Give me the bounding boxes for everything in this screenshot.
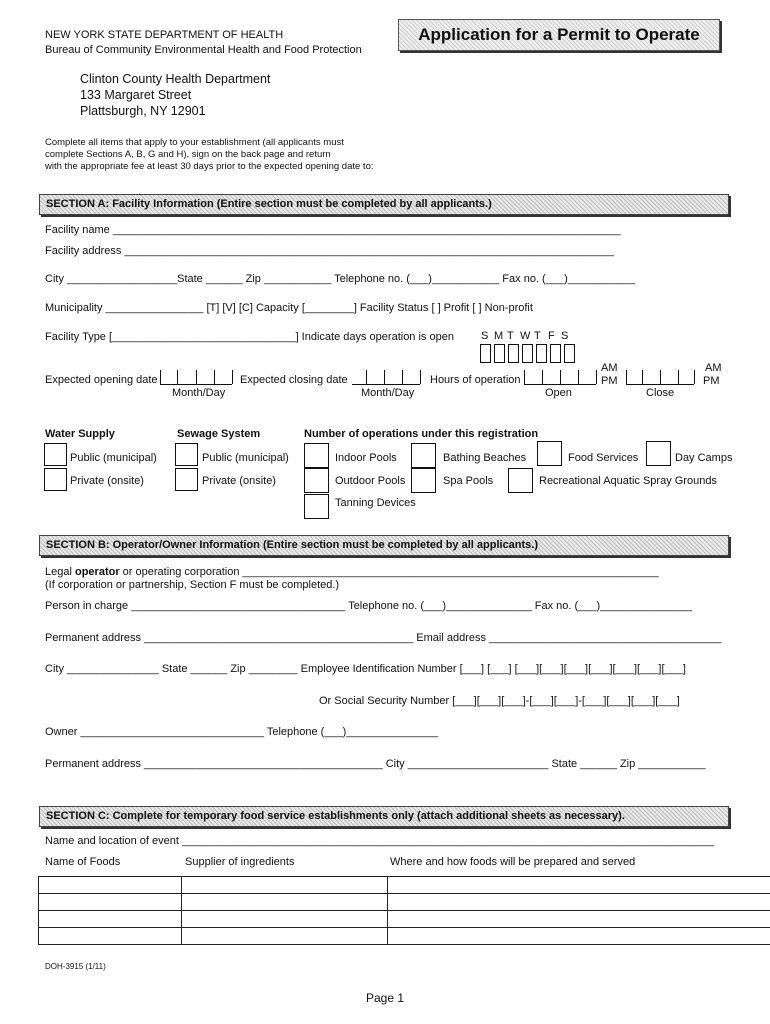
facility-type-row[interactable]: Facility Type [______________________________] Indicate days operation is open bbox=[45, 331, 454, 343]
day-label-tue: T bbox=[507, 330, 514, 342]
open-label: Open bbox=[545, 387, 572, 399]
address-line-1: Clinton County Health Department bbox=[80, 72, 271, 86]
open-time-divider bbox=[596, 370, 597, 384]
table-cell[interactable] bbox=[388, 911, 770, 928]
spray-grounds-label: Recreational Aquatic Spray Grounds bbox=[539, 475, 717, 487]
outdoor-pools-box[interactable] bbox=[304, 468, 329, 493]
department-name: NEW YORK STATE DEPARTMENT OF HEALTH bbox=[45, 29, 284, 41]
table-cell[interactable] bbox=[388, 894, 770, 911]
open-time-divider bbox=[560, 370, 561, 384]
opening-date-label: Expected opening date bbox=[45, 374, 158, 386]
closing-date-label: Expected closing date bbox=[240, 374, 348, 386]
section-b-header bbox=[39, 535, 729, 556]
instructions-line-3: with the appropriate fee at least 30 days prior to the expected opening date to: bbox=[45, 161, 374, 172]
day-checkbox-tue[interactable] bbox=[508, 344, 519, 363]
table-cell[interactable] bbox=[388, 877, 770, 894]
facility-name-field[interactable]: Facility name ___________________________________________________________________________________ bbox=[45, 224, 621, 236]
close-label: Close bbox=[646, 387, 675, 399]
bathing-beaches-label: Bathing Beaches bbox=[443, 452, 527, 464]
municipality-row[interactable]: Municipality ________________ [T] [V] [C] Capacity [________] Facility Status [ ] Profit [ ] Non-profit bbox=[45, 302, 533, 314]
close-am-label: AM bbox=[705, 362, 722, 374]
opening-date-divider bbox=[214, 370, 215, 384]
opening-date-divider bbox=[177, 370, 178, 384]
owner-permanent-address-row[interactable]: Permanent address _______________________________________ City _______________________ State ______ Zip ___________ bbox=[45, 758, 706, 770]
close-time-divider bbox=[660, 370, 661, 384]
outdoor-pools-label: Outdoor Pools bbox=[335, 475, 406, 487]
spa-pools-box[interactable] bbox=[411, 468, 436, 493]
sewage-system-heading: Sewage System bbox=[177, 428, 261, 440]
page-number: Page 1 bbox=[366, 991, 405, 1005]
table-cell[interactable] bbox=[388, 928, 770, 945]
form-number: DOH-3915 (1/11) bbox=[45, 962, 106, 971]
water-supply-heading: Water Supply bbox=[45, 428, 115, 440]
closing-date-divider bbox=[366, 370, 367, 384]
bathing-beaches-box[interactable] bbox=[411, 443, 436, 468]
indoor-pools-label: Indoor Pools bbox=[335, 452, 397, 464]
day-label-thu: T bbox=[534, 330, 541, 342]
hours-label: Hours of operation bbox=[430, 374, 521, 386]
spray-grounds-box[interactable] bbox=[508, 468, 533, 493]
spa-pools-label: Spa Pools bbox=[443, 475, 494, 487]
form-title: Application for a Permit to Operate bbox=[418, 25, 700, 44]
water-private-label: Private (onsite) bbox=[70, 475, 144, 487]
bureau-name: Bureau of Community Environmental Health and Food Protection bbox=[45, 44, 362, 56]
day-label-mon: M bbox=[494, 330, 504, 342]
preparation-column-header: Where and how foods will be prepared and served bbox=[390, 856, 636, 868]
table-cell[interactable] bbox=[182, 877, 388, 894]
table-row bbox=[39, 877, 770, 894]
open-time-divider bbox=[524, 370, 525, 384]
section-c-title: SECTION C: Complete for temporary food service establishments only (attach additional sheets as necessary). bbox=[46, 810, 625, 822]
day-label-fri: F bbox=[548, 330, 555, 342]
table-cell[interactable] bbox=[39, 928, 182, 945]
closing-date-divider bbox=[384, 370, 385, 384]
table-cell[interactable] bbox=[39, 877, 182, 894]
instructions-line-1: Complete all items that apply to your establishment (all applicants must bbox=[45, 137, 344, 148]
table-cell[interactable] bbox=[39, 894, 182, 911]
opening-date-divider bbox=[196, 370, 197, 384]
water-public-checkbox[interactable] bbox=[44, 443, 67, 466]
section-b-title: SECTION B: Operator/Owner Information (Entire section must be completed by all applicants.) bbox=[46, 539, 539, 551]
closing-month-day-label: Month/Day bbox=[361, 387, 415, 399]
legal-operator-bold: operator bbox=[74, 566, 120, 578]
close-time-divider bbox=[678, 370, 679, 384]
day-camps-box[interactable] bbox=[646, 441, 671, 466]
operator-city-row[interactable]: City _______________ State ______ Zip ________ Employee Identification Number [___] [___] [___][___][___][___][___][___][___] bbox=[45, 663, 686, 675]
supplier-column-header: Supplier of ingredients bbox=[185, 856, 295, 868]
operations-heading: Number of operations under this registration bbox=[304, 428, 539, 440]
day-label-sun: S bbox=[481, 330, 489, 342]
day-label-wed: W bbox=[520, 330, 531, 342]
ssn-row[interactable]: Or Social Security Number [___][___][___]-[___][___]-[___][___][___][___] bbox=[319, 695, 680, 707]
close-time-divider bbox=[694, 370, 695, 384]
day-checkbox-sun[interactable] bbox=[480, 344, 491, 363]
section-a-title: SECTION A: Facility Information (Entire section must be completed by all applicants.) bbox=[46, 198, 492, 210]
opening-month-day-label: Month/Day bbox=[172, 387, 226, 399]
close-pm-label: PM bbox=[703, 375, 720, 387]
instructions-line-2: complete Sections A, B, G and H), sign on the back page and return bbox=[45, 149, 331, 160]
sewage-private-checkbox[interactable] bbox=[175, 468, 198, 491]
event-row[interactable]: Name and location of event _______________________________________________________________________________________ bbox=[45, 835, 715, 847]
open-pm-label: PM bbox=[601, 375, 618, 387]
person-in-charge-row[interactable]: Person in charge ___________________________________ Telephone no. (___)______________ Fax no. (___)_______________ bbox=[45, 600, 692, 612]
opening-date-divider bbox=[160, 370, 161, 384]
table-row bbox=[39, 911, 770, 928]
water-public-label: Public (municipal) bbox=[70, 452, 157, 464]
section-a-header bbox=[39, 194, 729, 215]
water-private-checkbox[interactable] bbox=[44, 468, 67, 491]
tanning-devices-label: Tanning Devices bbox=[335, 497, 416, 509]
foods-table bbox=[38, 876, 770, 945]
section-c-header bbox=[39, 806, 729, 827]
open-am-label: AM bbox=[601, 362, 618, 374]
table-row bbox=[39, 894, 770, 911]
sewage-public-label: Public (municipal) bbox=[202, 452, 289, 464]
table-cell[interactable] bbox=[182, 894, 388, 911]
close-time-divider bbox=[642, 370, 643, 384]
facility-city-row[interactable]: City __________________State ______ Zip ___________ Telephone no. (___)___________ Fax no. (___)___________ bbox=[45, 273, 636, 285]
legal-operator-pre: Legal bbox=[45, 566, 75, 578]
day-checkbox-thu[interactable] bbox=[536, 344, 547, 363]
legal-operator-field[interactable] bbox=[45, 566, 659, 578]
day-checkbox-sat[interactable] bbox=[564, 344, 575, 363]
table-cell[interactable] bbox=[39, 911, 182, 928]
table-row bbox=[39, 928, 770, 945]
sewage-private-label: Private (onsite) bbox=[202, 475, 276, 487]
opening-date-divider bbox=[232, 370, 233, 384]
form-title-box bbox=[398, 19, 720, 51]
foods-column-header: Name of Foods bbox=[45, 856, 121, 868]
closing-date-input[interactable] bbox=[352, 370, 420, 385]
tanning-devices-box[interactable] bbox=[304, 494, 329, 519]
address-line-2: 133 Margaret Street bbox=[80, 88, 192, 102]
closing-date-divider bbox=[402, 370, 403, 384]
day-checkbox-wed[interactable] bbox=[522, 344, 533, 363]
day-checkbox-mon[interactable] bbox=[494, 344, 505, 363]
sewage-public-checkbox[interactable] bbox=[175, 443, 198, 466]
indoor-pools-box[interactable] bbox=[304, 443, 329, 468]
day-camps-label: Day Camps bbox=[675, 452, 733, 464]
closing-date-divider bbox=[420, 370, 421, 384]
corporation-note: (If corporation or partnership, Section F must be completed.) bbox=[45, 579, 340, 591]
permanent-address-row[interactable]: Permanent address ____________________________________________ Email address ______________________________________ bbox=[45, 632, 722, 644]
day-checkbox-fri[interactable] bbox=[550, 344, 561, 363]
table-cell[interactable] bbox=[182, 928, 388, 945]
table-cell[interactable] bbox=[182, 911, 388, 928]
close-time-divider bbox=[626, 370, 627, 384]
facility-address-field[interactable]: Facility address ________________________________________________________________________________ bbox=[45, 245, 614, 257]
open-time-divider bbox=[578, 370, 579, 384]
food-services-box[interactable] bbox=[537, 441, 562, 466]
day-label-sat: S bbox=[561, 330, 569, 342]
legal-operator-post: or operating corporation ____________________________________________________________________ bbox=[119, 566, 659, 578]
address-line-3: Plattsburgh, NY 12901 bbox=[80, 104, 206, 118]
food-services-label: Food Services bbox=[568, 452, 639, 464]
open-time-divider bbox=[542, 370, 543, 384]
owner-row[interactable]: Owner ______________________________ Telephone (___)_______________ bbox=[45, 726, 439, 738]
